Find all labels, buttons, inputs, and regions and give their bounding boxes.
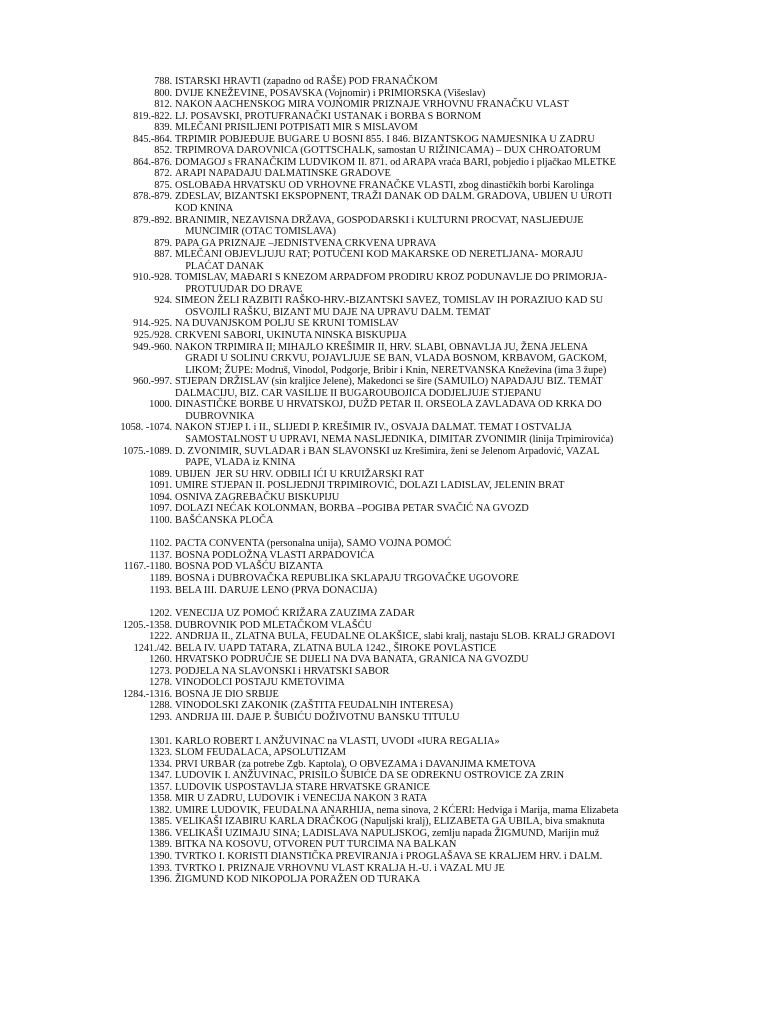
entry-text-line: D. ZVONIMIR, SUVLADAR i BAN SLAVONSKI uz Krešimira, ženi se Jelenom Arpadović, VAZAL: [175, 445, 600, 457]
entry-date: 872.: [154, 168, 172, 180]
entry-text-line: ŽIGMUND KOD NIKOPOLJA PORAŽEN OD TURAKA: [175, 874, 421, 886]
entry-date: 812.: [154, 99, 172, 111]
timeline-entry: [0, 134, 768, 146]
entry-date: 839.: [154, 122, 172, 134]
entry-text-line: BOSNA i DUBROVAČKA REPUBLIKA SKLAPAJU TRGOVAČKE UGOVORE: [175, 572, 519, 584]
timeline-entry: [0, 111, 768, 123]
entry-text: [172, 700, 645, 712]
timeline-entry: [0, 839, 768, 851]
entry-date: 960.-997.: [133, 376, 172, 388]
entry-date: 1100.: [149, 514, 172, 526]
entry-text-line: VINODOLSKI ZAKONIK (ZAŠTITA FEUDALNIH INTERESA): [175, 700, 453, 712]
entry-date: 1396.: [149, 874, 172, 886]
section-gap: [0, 596, 768, 608]
entry-text: [172, 191, 645, 214]
timeline-entry: [0, 689, 768, 701]
timeline-entry: [0, 515, 768, 527]
entry-date: 1167.-1180.: [123, 561, 172, 573]
entry-text-line: VINODOLCI POSTAJU KMETOVIMA: [175, 677, 345, 689]
timeline-entry: [0, 272, 768, 295]
entry-text: [172, 712, 645, 724]
entry-text: [172, 816, 645, 828]
entry-text-line: ANDRIJA II., ZLATNA BULA, FEUDALNE OLAKŠICE, slabi kralj, nastaju SLOB. KRALJ GRADOVI: [175, 631, 615, 643]
entry-text-line: BOSNA POD VLAŠĆU BIZANTA: [175, 561, 324, 573]
timeline-entry: [0, 249, 768, 272]
entry-text: [172, 422, 645, 445]
entry-text-line: CRKVENI SABORI, UKINUTA NINSKA BISKUPIJA: [175, 330, 407, 342]
entry-date: 1390.: [149, 851, 172, 862]
entry-date: 914.-925.: [133, 318, 172, 330]
entry-text-line: BOSNA JE DIO SRBIJE: [175, 688, 279, 700]
entry-date: 819.-822.: [133, 110, 172, 122]
entry-date: 924.: [154, 295, 172, 307]
entry-text-line: LIKOM; ŽUPE: Modruš, Vinodol, Podgorje, Bribir i Knin, NERETVANSKA Kneževina (ima 3 župe): [175, 364, 607, 376]
entry-text: [172, 643, 645, 655]
entry-date: 1193.: [149, 584, 172, 596]
entry-date: 1334.: [149, 758, 172, 770]
timeline-entry: [0, 700, 768, 712]
entry-date: 788.: [154, 76, 172, 87]
entry-text: [172, 689, 645, 701]
entry-text: [172, 851, 645, 863]
timeline-entry: [0, 145, 768, 157]
entry-text: [172, 111, 645, 123]
entry-text-line: LUDOVIK USPOSTAVLJA STARE HRVATSKE GRANICE: [175, 781, 430, 793]
entry-text: [172, 295, 645, 318]
timeline-entry: [0, 318, 768, 330]
entry-text: [172, 561, 645, 573]
entry-text: [172, 88, 645, 100]
timeline-entry: [0, 828, 768, 840]
section-gap: [0, 526, 768, 538]
entry-date: 852.: [154, 145, 172, 157]
entry-text-line: SIMEON ŽELI RAZBITI RAŠKO-HRV.-BIZANTSKI SAVEZ, TOMISLAV IH PORAZIUO KAD SU: [175, 295, 604, 307]
entry-date: 1386.: [149, 827, 172, 839]
entry-text-line: DALMACIJU, BIZ. CAR VASILIJE II BUGAROUBOJICA DODJELJUJE STJEPANU: [175, 387, 542, 399]
entry-text: [172, 770, 645, 782]
entry-date: 1347.: [149, 770, 172, 782]
timeline-entry: [0, 503, 768, 515]
timeline-entry: [0, 191, 768, 214]
timeline-entry: [0, 712, 768, 724]
entry-date: 879.-892.: [133, 214, 172, 226]
entry-text-line: TRPIMIR POBJEĐUJE BUGARE U BOSNI 855. I 846. BIZANTSKOG NAMJESNIKA U ZADRU: [175, 133, 595, 145]
entry-text: [172, 215, 645, 238]
entry-text-line: BITKA NA KOSOVU, OTVOREN PUT TURCIMA NA BALKAN: [175, 839, 457, 851]
entry-text: [172, 180, 645, 192]
entry-date: 1358.: [149, 793, 172, 805]
entry-date: 1293.: [149, 711, 172, 723]
entry-text: [172, 538, 645, 550]
entry-text: [172, 759, 645, 771]
entry-text: [172, 249, 645, 272]
timeline-entry: [0, 863, 768, 875]
entry-text-line: SLOM FEUDALACA, APSOLUTIZAM: [175, 747, 346, 759]
timeline-entry: [0, 492, 768, 504]
entry-text-line: OSNIVA ZAGREBAČKU BISKUPIJU: [175, 491, 340, 503]
entry-text: [172, 828, 645, 840]
timeline-entry: [0, 747, 768, 759]
entry-text: [172, 318, 645, 330]
entry-text-line: NAKON TRPIMIRA II; MIHAJLO KREŠIMIR II, HRV. SLABI, OBNAVLJA JU, ŽENA JELENA: [175, 341, 589, 353]
chronology-document: [0, 76, 768, 886]
entry-text-line: DOLAZI NEĆAK KOLONMAN, BORBA –POGIBA PETAR SVAČIĆ NA GVOZD: [175, 503, 529, 515]
entry-text: [172, 238, 645, 250]
timeline-entry: [0, 736, 768, 748]
entry-date: 1323.: [149, 747, 172, 759]
entry-text-line: DOMAGOJ s FRANAČKIM LUDVIKOM II. 871. od ARAPA vraća BARI, pobjedio i pljačkao MLETKE: [175, 156, 616, 168]
entry-text: [172, 631, 645, 643]
entry-text-line: SAMOSTALNOST U UPRAVI, NEMA NASLJEDNIKA, DIMITAR ZVONIMIR (linija Trpimirovića): [175, 433, 614, 445]
entry-text: [172, 376, 645, 399]
entry-text-line: NA DUVANJSKOM POLJU SE KRUNI TOMISLAV: [175, 318, 399, 330]
timeline-entry: [0, 782, 768, 794]
entry-text-line: KOD KNINA: [175, 203, 234, 215]
entry-date: 1202.: [149, 608, 172, 620]
entry-date: 845.-864.: [133, 133, 172, 145]
entry-date: 949.-960.: [133, 341, 172, 353]
timeline-entry: [0, 851, 768, 863]
entry-text-line: PAPE, VLADA iz KNINA: [175, 457, 296, 469]
entry-text-line: DUBROVNIKA: [175, 410, 255, 422]
entry-date: 879.: [154, 237, 172, 249]
entry-text-line: NAKON AACHENSKOG MIRA VOJNOMIR PRIZNAJE VRHOVNU FRANAČKU VLAST: [175, 99, 569, 111]
entry-text-line: DUBROVNIK POD MLETAČKOM VLAŠĆU: [175, 619, 372, 631]
entry-text: [172, 145, 645, 157]
entry-text-line: PAPA GA PRIZNAJE –JEDNISTVENA CRKVENA UPRAVA: [175, 237, 437, 249]
entry-text: [172, 550, 645, 562]
timeline-entry: [0, 376, 768, 399]
timeline-entry: [0, 654, 768, 666]
timeline-entry: [0, 677, 768, 689]
entry-text-line: ISTARSKI HRAVTI (zapadno od RAŠE) POD FRANAČKOM: [175, 76, 438, 87]
entry-text-line: NAKON STJEP I. i II., SLIJEDI P. KREŠIMIR IV., OSVAJA DALMAT. TEMAT I OSTVALJA: [175, 422, 572, 434]
entry-text: [172, 503, 645, 515]
entry-text-line: DVIJE KNEŽEVINE, POSAVSKA (Vojnomir) i PRIMIORSKA (Višeslav): [175, 87, 486, 99]
entry-text-line: UBIJEN JER SU HRV. ODBILI IĆI U KRUIŽARSKI RAT: [175, 468, 424, 480]
timeline-entry: [0, 561, 768, 573]
entry-text: [172, 585, 645, 597]
section-gap: [0, 724, 768, 736]
entry-text-line: BRANIMIR, NEZAVISNA DRŽAVA, GOSPODARSKI i KULTURNI PROCVAT, NASLJEĐUJE: [175, 214, 584, 226]
entry-text-line: STJEPAN DRŽISLAV (sin kraljice Jelene), Makedonci se šire (SAMUILO) NAPADAJU BIZ. TEMAT: [175, 376, 603, 388]
timeline-entry: [0, 573, 768, 585]
entry-text-line: ARAPI NAPADAJU DALMATINSKE GRADOVE: [175, 168, 391, 180]
entry-text: [172, 573, 645, 585]
timeline-entry: [0, 295, 768, 318]
entry-text: [172, 480, 645, 492]
entry-date: 925./928.: [133, 330, 172, 342]
entry-text: [172, 677, 645, 689]
entry-date: 1091.: [149, 480, 172, 492]
entry-text: [172, 76, 645, 88]
entry-text-line: MIR U ZADRU, LUDOVIK i VENECIJA NAKON 3 RATA: [175, 793, 428, 805]
entry-date: 1089.: [149, 468, 172, 480]
timeline-entry: [0, 608, 768, 620]
entry-text-line: VELIKAŠI UZIMAJU SINA; LADISLAVA NAPULJSKOG, zemlju napada ŽIGMUND, Marijin muž: [175, 827, 600, 839]
timeline-entry: [0, 874, 768, 886]
entry-text: [172, 492, 645, 504]
entry-date: 1094.: [149, 491, 172, 503]
entry-text: [172, 342, 645, 377]
entry-text: [172, 874, 645, 886]
entry-date: 800.: [154, 87, 172, 99]
entry-date: 1222.: [149, 631, 172, 643]
entry-date: 864.-876.: [133, 156, 172, 168]
entry-text-line: UMIRE STJEPAN II. POSLJEDNJI TRPIMIROVIĆ, DOLAZI LADISLAV, JELENIN BRAT: [175, 480, 565, 492]
entry-text-line: OSLOBAĐA HRVATSKU OD VRHOVNE FRANAČKE VLASTI, zbog dinastičkih borbi Karolinga: [175, 179, 594, 191]
timeline-entry: [0, 330, 768, 342]
timeline-entry: [0, 157, 768, 169]
entry-text-line: LUDOVIK I. ANŽUVINAC, PRISILO ŠUBIĆE DA SE ODREKNU OSTROVICE ZA ZRIN: [175, 770, 565, 782]
entry-text: [172, 654, 645, 666]
entry-date: 887.: [154, 249, 172, 261]
entry-text: [172, 469, 645, 481]
timeline-entry: [0, 399, 768, 422]
entry-text-line: PODJELA NA SLAVONSKI i HRVATSKI SABOR: [175, 665, 390, 677]
entry-text: [172, 122, 645, 134]
entry-text: [172, 863, 645, 875]
entry-text-line: TVRTKO I. KORISTI DIANSTIČKA PREVIRANJA i PROGLAŠAVA SE KRALJEM HRV. i DALM.: [175, 851, 603, 862]
timeline-entry: [0, 215, 768, 238]
timeline-entry: [0, 238, 768, 250]
entry-text: [172, 805, 645, 817]
timeline-entry: [0, 168, 768, 180]
entry-text-line: UMIRE LUDOVIK, FEUDALNA ANARHIJA, nema sinova, 2 KĆERI: Hedviga i Marija, mama Elizabeta: [175, 804, 619, 816]
entry-date: 1278.: [149, 677, 172, 689]
timeline-entry: [0, 793, 768, 805]
timeline-entry: [0, 469, 768, 481]
entry-date: 1393.: [149, 862, 172, 874]
timeline-entry: [0, 538, 768, 550]
entry-date: 1075.-1089.: [122, 445, 172, 457]
entry-text-line: GRADI U SOLINU CRKVU, POJAVLJUJE SE BAN, VLADA BOSNOM, KRBAVOM, GACKOM,: [175, 353, 607, 365]
entry-text: [172, 515, 645, 527]
entry-text: [172, 736, 645, 748]
timeline-entry: [0, 550, 768, 562]
entry-text-line: BOSNA PODLOŽNA VLASTI ARPADOVIĆA: [175, 549, 375, 561]
entry-text: [172, 157, 645, 169]
entry-text: [172, 782, 645, 794]
entry-text-line: PRVI URBAR (za potrebe Zgb. Kaptola), O OBVEZAMA i DAVANJIMA KMETOVA: [175, 758, 536, 770]
entry-text-line: PROTUUDAR DO DRAVE: [175, 283, 303, 295]
entry-text: [172, 99, 645, 111]
timeline-entry: [0, 666, 768, 678]
timeline-entry: [0, 180, 768, 192]
entry-text-line: PLAĆAT DANAK: [175, 260, 264, 272]
entry-date: 1301.: [149, 735, 172, 747]
timeline-entry: [0, 422, 768, 445]
entry-date: 1357.: [149, 781, 172, 793]
entry-text-line: PACTA CONVENTA (personalna unija), SAMO VOJNA POMOĆ: [175, 538, 452, 550]
timeline-entry: [0, 88, 768, 100]
entry-date: 1097.: [149, 503, 172, 515]
entry-text: [172, 446, 645, 469]
entry-text: [172, 793, 645, 805]
timeline-entry: [0, 122, 768, 134]
entry-date: 1241./42.: [133, 642, 172, 654]
entry-text-line: TRPIMROVA DAROVNICA (GOTTSCHALK, samostan U RIŽINICAMA) – DUX CHROATORUM: [175, 145, 601, 157]
timeline-entry: [0, 480, 768, 492]
entry-date: 910.-928.: [133, 272, 172, 284]
timeline-entry: [0, 759, 768, 771]
entry-date: 1058. -1074.: [120, 422, 172, 434]
entry-text: [172, 747, 645, 759]
entry-text-line: VELIKAŠI IZABIRU KARLA DRAČKOG (Napuljski kralj), ELIZABETA GA UBILA, biva smaknuta: [175, 816, 605, 828]
entry-text-line: MLEČANI OBJEVLJUJU RAT; POTUČENI KOD MAKARSKE OD NERETLJANA- MORAJU: [175, 249, 584, 261]
entry-date: 1382.: [149, 804, 172, 816]
entry-text-line: OSVOJILI RAŠKU, BIZANT MU DAJE NA UPRAVU DALM. TEMAT: [175, 306, 491, 318]
timeline-entry: [0, 342, 768, 377]
entry-date: 878.-879.: [133, 191, 172, 203]
entry-date: 1260.: [149, 654, 172, 666]
entry-date: 1284.-1316.: [122, 688, 172, 700]
entry-text-line: DINASTIČKE BORBE U HRVATSKOJ, DUŽD PETAR II. ORSEOLA ZAVLADAVA OD KRKA DO: [175, 399, 602, 411]
timeline-entry: [0, 585, 768, 597]
timeline-entry: [0, 99, 768, 111]
entry-text-line: ANDRIJA III. DAJE P. ŠUBIĆU DOŽIVOTNU BANSKU TITULU: [175, 711, 460, 723]
entry-text: [172, 839, 645, 851]
timeline-entry: [0, 805, 768, 817]
entry-text: [172, 134, 645, 146]
entry-text-line: TVRTKO I. PRIZNAJE VRHOVNU VLAST KRALJA H.-U. i VAZAL MU JE: [175, 862, 505, 874]
entry-text: [172, 272, 645, 295]
entry-text-line: KARLO ROBERT I. ANŽUVINAC na VLASTI, UVODI «IURA REGALIA»: [175, 735, 500, 747]
entry-text: [172, 399, 645, 422]
entry-text-line: LJ. POSAVSKI, PROTUFRANAČKI USTANAK i BORBA S BORNOM: [175, 110, 482, 122]
timeline-entry: [0, 76, 768, 88]
entry-text: [172, 168, 645, 180]
entry-text-line: TOMISLAV, MAĐARI S KNEZOM ARPADFOM PRODIRU KROZ PODUNAVLJE DO PRIMORJA-: [175, 272, 607, 284]
timeline-entry: [0, 770, 768, 782]
entry-text-line: VENECIJA UZ POMOĆ KRIŽARA ZAUZIMA ZADAR: [175, 608, 415, 620]
entry-date: 875.: [154, 179, 172, 191]
entry-text-line: MUNCIMIR (OTAC TOMISLAVA): [175, 226, 336, 238]
entry-date: 1000.: [149, 399, 172, 411]
entry-date: 1385.: [149, 816, 172, 828]
entry-date: 1288.: [149, 700, 172, 712]
timeline-entry: [0, 446, 768, 469]
entry-text-line: BELA IV. UAPD TATARA, ZLATNA BULA 1242., ŠIROKE POVLASTICE: [175, 642, 497, 654]
entry-date: 1137.: [149, 549, 172, 561]
entry-text: [172, 330, 645, 342]
entry-text: [172, 666, 645, 678]
entry-date: 1205.-1358.: [122, 619, 172, 631]
entry-text: [172, 620, 645, 632]
entry-date: 1189.: [149, 572, 172, 584]
entry-date: 1102.: [149, 538, 172, 550]
entry-text-line: BELA III. DARUJE LENO (PRVA DONACIJA): [175, 584, 378, 596]
entry-date: 1273.: [149, 665, 172, 677]
entry-text: [172, 608, 645, 620]
timeline-entry: [0, 816, 768, 828]
timeline-entry: [0, 643, 768, 655]
timeline-entry: [0, 631, 768, 643]
timeline-entry: [0, 620, 768, 632]
entry-text-line: BAŠĆANSKA PLOČA: [175, 514, 274, 526]
entry-date: 1389.: [149, 839, 172, 851]
entry-text-line: MLEČANI PRISILJENI POTPISATI MIR S MISLAVOM: [175, 122, 418, 134]
entry-text-line: ZDESLAV, BIZANTSKI EKSPOPNENT, TRAŽI DANAK OD DALM. GRADOVA, UBIJEN U UROTI: [175, 191, 612, 203]
entry-text-line: HRVATSKO PODRUČJE SE DIJELI NA DVA BANATA, GRANICA NA GVOZDU: [175, 654, 529, 666]
